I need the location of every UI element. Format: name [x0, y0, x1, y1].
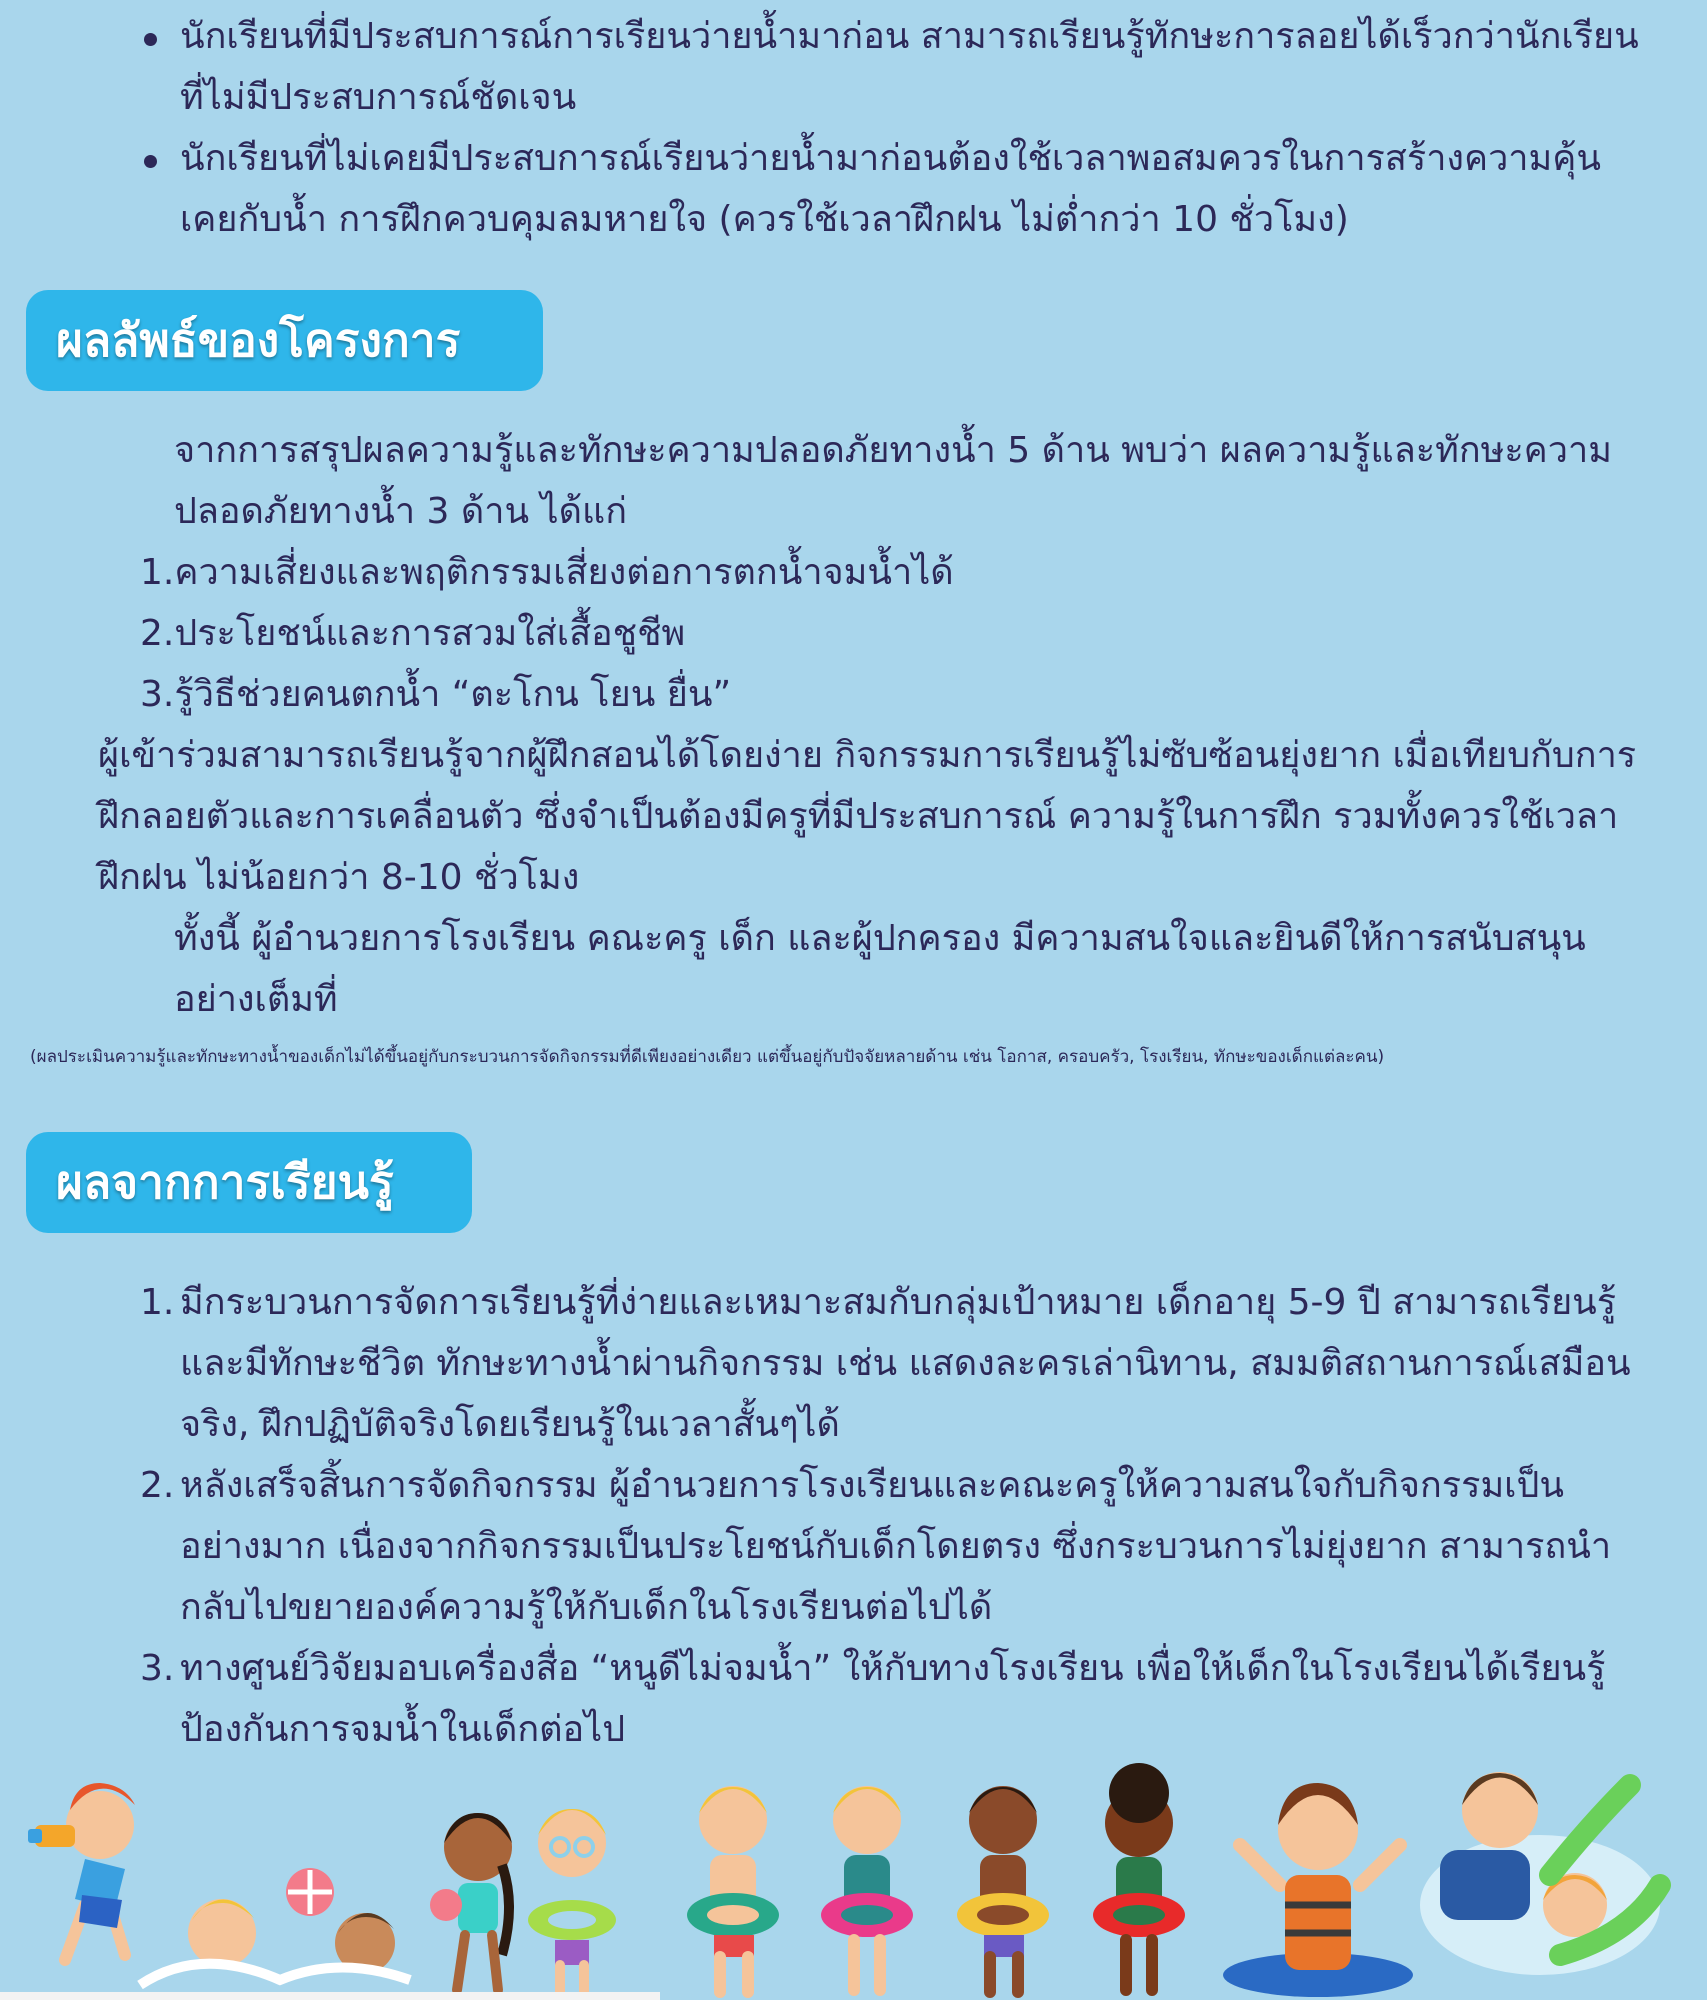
ring-kid-1-figure [687, 1786, 779, 1992]
list-item [140, 1455, 1640, 1638]
list-item [140, 603, 1640, 664]
ring-kid-2-figure [821, 1786, 913, 1990]
section-heading-results: ผลลัพธ์ของโครงการ [26, 290, 543, 391]
footer-illustration [0, 1755, 1707, 2000]
girl-with-ball-figure [430, 1813, 512, 1990]
ring-kid-3-figure [957, 1786, 1049, 1992]
list-item-text: ประโยชน์และการสวมใส่เสื้อชูชีพ [174, 613, 686, 654]
list-item-text: หลังเสร็จสิ้นการจัดกิจกรรม ผู้อำนวยการโรงเรียนและคณะครูให้ความสนใจกับกิจกรรมเป็นอย่างมาก เนื่องจากกิจกรรมเป็นประโยชน์กับเด็กโดยตรง ซึ่งกระบวนการไม่ยุ่งยาก สามารถนำกลับไปขยายองค์ความรู้ให้กับเด็กในโรงเรียนต่อไปได้ [180, 1465, 1612, 1628]
learning-item-list [140, 1272, 1640, 1760]
list-item-number: 1. [140, 552, 175, 593]
list-item-number: 2. [140, 613, 175, 654]
list-item-text: รู้วิธีช่วยคนตกน้ำ “ตะโกน โยน ยื่น” [174, 674, 732, 715]
bullet-item: นักเรียนที่มีประสบการณ์การเรียนว่ายน้ำมาก่อน สามารถเรียนรู้ทักษะการลอยได้เร็วกว่านักเรียนที่ไม่มีประสบการณ์ชัดเจน [140, 6, 1640, 128]
water-gun-kid-figure [28, 1783, 135, 1960]
results-item-list [140, 542, 1640, 725]
results-intro-paragraph: จากการสรุปผลความรู้และทักษะความปลอดภัยทางน้ำ 5 ด้าน พบว่า ผลความรู้และทักษะความปลอดภัยทางน้ำ 3 ด้าน ได้แก่ [174, 430, 1612, 532]
list-item-number: 3. [140, 1648, 175, 1689]
list-item-number: 3. [140, 674, 175, 715]
results-body-paragraph: ผู้เข้าร่วมสามารถเรียนรู้จากผู้ฝึกสอนได้โดยง่าย กิจกรรมการเรียนรู้ไม่ซับซ้อนยุ่งยาก เมื่อเทียบกับการฝึกลอยตัวและการเคลื่อนตัว ซึ่งจำเป็นต้องมีครูที่มีประสบการณ์ ความรู้ในการฝึก รวมทั้งควรใช้เวลาฝึกฝน ไม่น้อยกว่า 8-10 ชั่วโมง [98, 735, 1637, 898]
list-item [140, 542, 1640, 603]
footer-divider [0, 1992, 660, 2000]
list-item-number: 2. [140, 1465, 175, 1506]
list-item [140, 1272, 1640, 1455]
list-item-text: มีกระบวนการจัดการเรียนรู้ที่ง่ายและเหมาะสมกับกลุ่มเป้าหมาย เด็กอายุ 5-9 ปี สามารถเรียนรู้และมีทักษะชีวิต ทักษะทางน้ำผ่านกิจกรรม เช่น แสดงละครเล่านิทาน, สมมติสถานการณ์เสมือนจริง, ฝึกปฏิบัติจริงโดยเรียนรู้ในเวลาสั้นๆได้ [180, 1282, 1631, 1445]
section-heading-learning: ผลจากการเรียนรู้ [26, 1132, 472, 1233]
swim-ring-kids-illustration [687, 1763, 1185, 1992]
ring-kid-4-figure [1093, 1763, 1185, 1990]
life-jacket-child-illustration [1223, 1783, 1413, 1997]
list-item-number: 1. [140, 1282, 175, 1323]
swimming-kids-illustration [0, 1755, 1707, 2000]
list-item-text: ทางศูนย์วิจัยมอบเครื่องสื่อ “หนูดีไม่จมน้ำ” ให้กับทางโรงเรียน เพื่อให้เด็กในโรงเรียนได้เรียนรู้ป้องกันการจมน้ำในเด็กต่อไป [180, 1648, 1606, 1750]
results-closing-paragraph: ทั้งนี้ ผู้อำนวยการโรงเรียน คณะครู เด็ก และผู้ปกครอง มีความสนใจและยินดีให้การสนับสนุนอย่างเต็มที่ [174, 918, 1586, 1020]
list-item [140, 664, 1640, 725]
boy-with-swim-ring-figure [528, 1809, 616, 1995]
list-item-text: ความเสี่ยงและพฤติกรรมเสี่ยงต่อการตกน้ำจมน้ำได้ [174, 552, 954, 593]
swim-lesson-parent-child-illustration [1420, 1772, 1660, 1975]
intro-bullet-list [140, 6, 1640, 250]
list-item [140, 1638, 1640, 1760]
bullet-item: นักเรียนที่ไม่เคยมีประสบการณ์เรียนว่ายน้ำมาก่อนต้องใช้เวลาพอสมควรในการสร้างความคุ้นเคยกับน้ำ การฝึกควบคุมลมหายใจ (ควรใช้เวลาฝึกฝน ไม่ต่ำกว่า 10 ชั่วโมง) [140, 128, 1640, 250]
results-footnote: (ผลประเมินความรู้และทักษะทางน้ำของเด็กไม่ได้ขึ้นอยู่กับกระบวนการจัดกิจกรรมที่ดีเพียงอย่างเดียว แต่ขึ้นอยู่กับปัจจัยหลายด้าน เช่น โอกาส, ครอบครัว, โรงเรียน, ทักษะของเด็กแต่ละคน) [30, 1047, 1385, 1067]
splashing-kids-figure [140, 1868, 410, 1985]
